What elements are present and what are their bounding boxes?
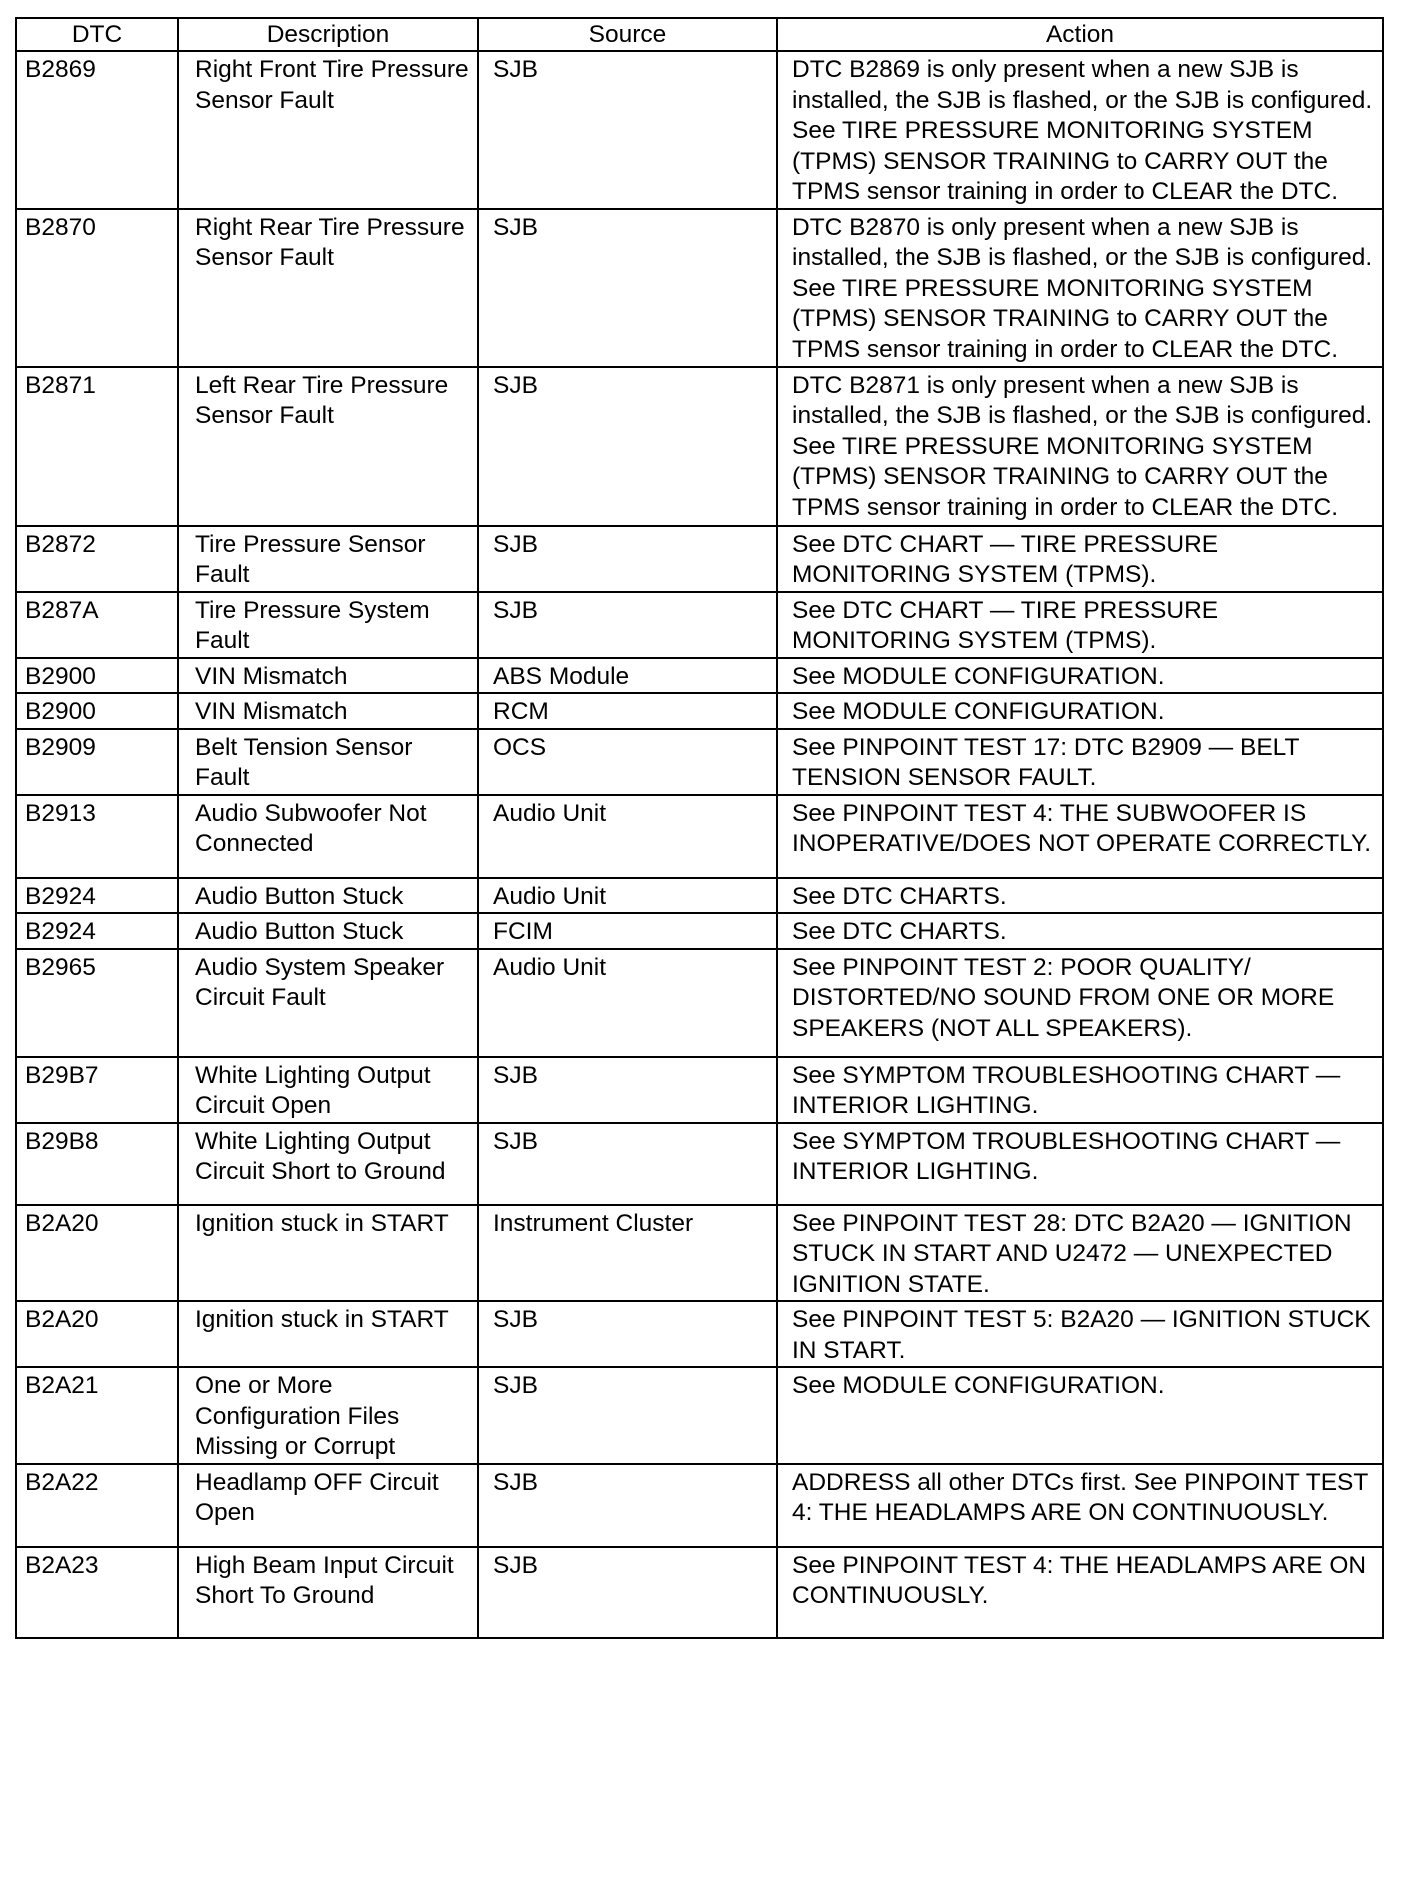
cell-description: VIN Mismatch xyxy=(178,693,478,729)
cell-description: Right Front Tire Pressure Sensor Fault xyxy=(178,51,478,209)
cell-dtc: B2900 xyxy=(16,658,178,694)
cell-dtc: B2909 xyxy=(16,729,178,795)
cell-description: Headlamp OFF Circuit Open xyxy=(178,1464,478,1547)
cell-description: VIN Mismatch xyxy=(178,658,478,694)
cell-description: Right Rear Tire Pressure Sensor Fault xyxy=(178,209,478,367)
cell-dtc: B2871 xyxy=(16,367,178,526)
table-row xyxy=(16,693,1383,729)
cell-source: SJB xyxy=(478,51,777,209)
cell-source: ABS Module xyxy=(478,658,777,694)
cell-dtc: B29B8 xyxy=(16,1123,178,1205)
cell-description: Ignition stuck in START xyxy=(178,1301,478,1367)
cell-dtc: B2872 xyxy=(16,526,178,592)
header-source: Source xyxy=(478,18,777,51)
cell-action: See PINPOINT TEST 5: B2A20 — IGNITION STUCK IN START. xyxy=(777,1301,1383,1367)
cell-description: Audio Subwoofer Not Connected xyxy=(178,795,478,878)
header-action: Action xyxy=(777,18,1383,51)
cell-dtc: B29B7 xyxy=(16,1057,178,1123)
table-row xyxy=(16,1057,1383,1123)
cell-source: FCIM xyxy=(478,913,777,949)
cell-dtc: B2965 xyxy=(16,949,178,1057)
cell-source: SJB xyxy=(478,1301,777,1367)
cell-source: SJB xyxy=(478,1547,777,1638)
table-row xyxy=(16,658,1383,694)
table-row xyxy=(16,795,1383,878)
cell-description: Left Rear Tire Pressure Sensor Fault xyxy=(178,367,478,526)
table-row xyxy=(16,1205,1383,1302)
header-row xyxy=(16,18,1383,51)
cell-source: OCS xyxy=(478,729,777,795)
cell-description: Tire Pressure Sensor Fault xyxy=(178,526,478,592)
cell-action: See PINPOINT TEST 4: THE HEADLAMPS ARE ON CONTINUOUSLY. xyxy=(777,1547,1383,1638)
cell-action: ADDRESS all other DTCs first. See PINPOINT TEST 4: THE HEADLAMPS ARE ON CONTINUOUSLY. xyxy=(777,1464,1383,1547)
table-row xyxy=(16,526,1383,592)
cell-dtc: B2A23 xyxy=(16,1547,178,1638)
dtc-table xyxy=(15,17,1384,1639)
cell-dtc: B2869 xyxy=(16,51,178,209)
cell-description: High Beam Input Circuit Short To Ground xyxy=(178,1547,478,1638)
cell-dtc: B2924 xyxy=(16,913,178,949)
cell-description: Audio System Speaker Circuit Fault xyxy=(178,949,478,1057)
cell-action: See MODULE CONFIGURATION. xyxy=(777,1367,1383,1464)
cell-source: RCM xyxy=(478,693,777,729)
cell-action: See MODULE CONFIGURATION. xyxy=(777,658,1383,694)
table-row xyxy=(16,913,1383,949)
cell-action: See DTC CHART — TIRE PRESSURE MONITORING SYSTEM (TPMS). xyxy=(777,526,1383,592)
cell-source: Instrument Cluster xyxy=(478,1205,777,1302)
table-row xyxy=(16,1547,1383,1638)
cell-source: SJB xyxy=(478,1123,777,1205)
cell-action: See SYMPTOM TROUBLESHOOTING CHART — INTERIOR LIGHTING. xyxy=(777,1057,1383,1123)
cell-action: DTC B2869 is only present when a new SJB is installed, the SJB is flashed, or the SJB is configured. See TIRE PRESSURE MONITORING SYSTEM (TPMS) SENSOR TRAINING to CARRY OUT the TPMS sensor training in order to CLEAR the DTC. xyxy=(777,51,1383,209)
table-row xyxy=(16,1464,1383,1547)
cell-dtc: B2924 xyxy=(16,878,178,914)
cell-description: Ignition stuck in START xyxy=(178,1205,478,1302)
table-row xyxy=(16,592,1383,658)
cell-action: See PINPOINT TEST 4: THE SUBWOOFER IS INOPERATIVE/DOES NOT OPERATE CORRECTLY. xyxy=(777,795,1383,878)
cell-description: White Lighting Output Circuit Open xyxy=(178,1057,478,1123)
cell-dtc: B2870 xyxy=(16,209,178,367)
cell-source: Audio Unit xyxy=(478,795,777,878)
cell-source: SJB xyxy=(478,1464,777,1547)
cell-description: One or More Configuration Files Missing or Corrupt xyxy=(178,1367,478,1464)
table-row xyxy=(16,1123,1383,1205)
cell-description: Belt Tension Sensor Fault xyxy=(178,729,478,795)
cell-action: See DTC CHARTS. xyxy=(777,878,1383,914)
cell-action: DTC B2870 is only present when a new SJB is installed, the SJB is flashed, or the SJB is configured. See TIRE PRESSURE MONITORING SYSTEM (TPMS) SENSOR TRAINING to CARRY OUT the TPMS sensor training in order to CLEAR the DTC. xyxy=(777,209,1383,367)
cell-description: Audio Button Stuck xyxy=(178,878,478,914)
cell-action: DTC B2871 is only present when a new SJB is installed, the SJB is flashed, or the SJB is configured. See TIRE PRESSURE MONITORING SYSTEM (TPMS) SENSOR TRAINING to CARRY OUT the TPMS sensor training in order to CLEAR the DTC. xyxy=(777,367,1383,526)
header-dtc: DTC xyxy=(16,18,178,51)
cell-source: Audio Unit xyxy=(478,878,777,914)
cell-action: See SYMPTOM TROUBLESHOOTING CHART — INTERIOR LIGHTING. xyxy=(777,1123,1383,1205)
cell-source: SJB xyxy=(478,1367,777,1464)
cell-source: SJB xyxy=(478,592,777,658)
table-row xyxy=(16,51,1383,209)
cell-source: SJB xyxy=(478,367,777,526)
cell-description: Audio Button Stuck xyxy=(178,913,478,949)
table-header xyxy=(16,18,1383,51)
table-row xyxy=(16,367,1383,526)
cell-action: See DTC CHART — TIRE PRESSURE MONITORING SYSTEM (TPMS). xyxy=(777,592,1383,658)
table-row xyxy=(16,1367,1383,1464)
table-row xyxy=(16,1301,1383,1367)
cell-source: SJB xyxy=(478,526,777,592)
cell-action: See PINPOINT TEST 2: POOR QUALITY/ DISTORTED/NO SOUND FROM ONE OR MORE SPEAKERS (NOT ALL SPEAKERS). xyxy=(777,949,1383,1057)
cell-dtc: B2A20 xyxy=(16,1301,178,1367)
table-row xyxy=(16,729,1383,795)
cell-dtc: B2A22 xyxy=(16,1464,178,1547)
cell-source: SJB xyxy=(478,1057,777,1123)
header-description: Description xyxy=(178,18,478,51)
cell-dtc: B287A xyxy=(16,592,178,658)
table-body xyxy=(16,51,1383,1638)
cell-dtc: B2913 xyxy=(16,795,178,878)
cell-action: See PINPOINT TEST 17: DTC B2909 — BELT TENSION SENSOR FAULT. xyxy=(777,729,1383,795)
cell-description: Tire Pressure System Fault xyxy=(178,592,478,658)
cell-source: Audio Unit xyxy=(478,949,777,1057)
cell-dtc: B2A20 xyxy=(16,1205,178,1302)
cell-dtc: B2900 xyxy=(16,693,178,729)
cell-description: White Lighting Output Circuit Short to Ground xyxy=(178,1123,478,1205)
cell-dtc: B2A21 xyxy=(16,1367,178,1464)
cell-action: See DTC CHARTS. xyxy=(777,913,1383,949)
table-row xyxy=(16,209,1383,367)
table-row xyxy=(16,878,1383,914)
table-row xyxy=(16,949,1383,1057)
cell-action: See PINPOINT TEST 28: DTC B2A20 — IGNITION STUCK IN START AND U2472 — UNEXPECTED IGNITION STATE. xyxy=(777,1205,1383,1302)
cell-action: See MODULE CONFIGURATION. xyxy=(777,693,1383,729)
cell-source: SJB xyxy=(478,209,777,367)
